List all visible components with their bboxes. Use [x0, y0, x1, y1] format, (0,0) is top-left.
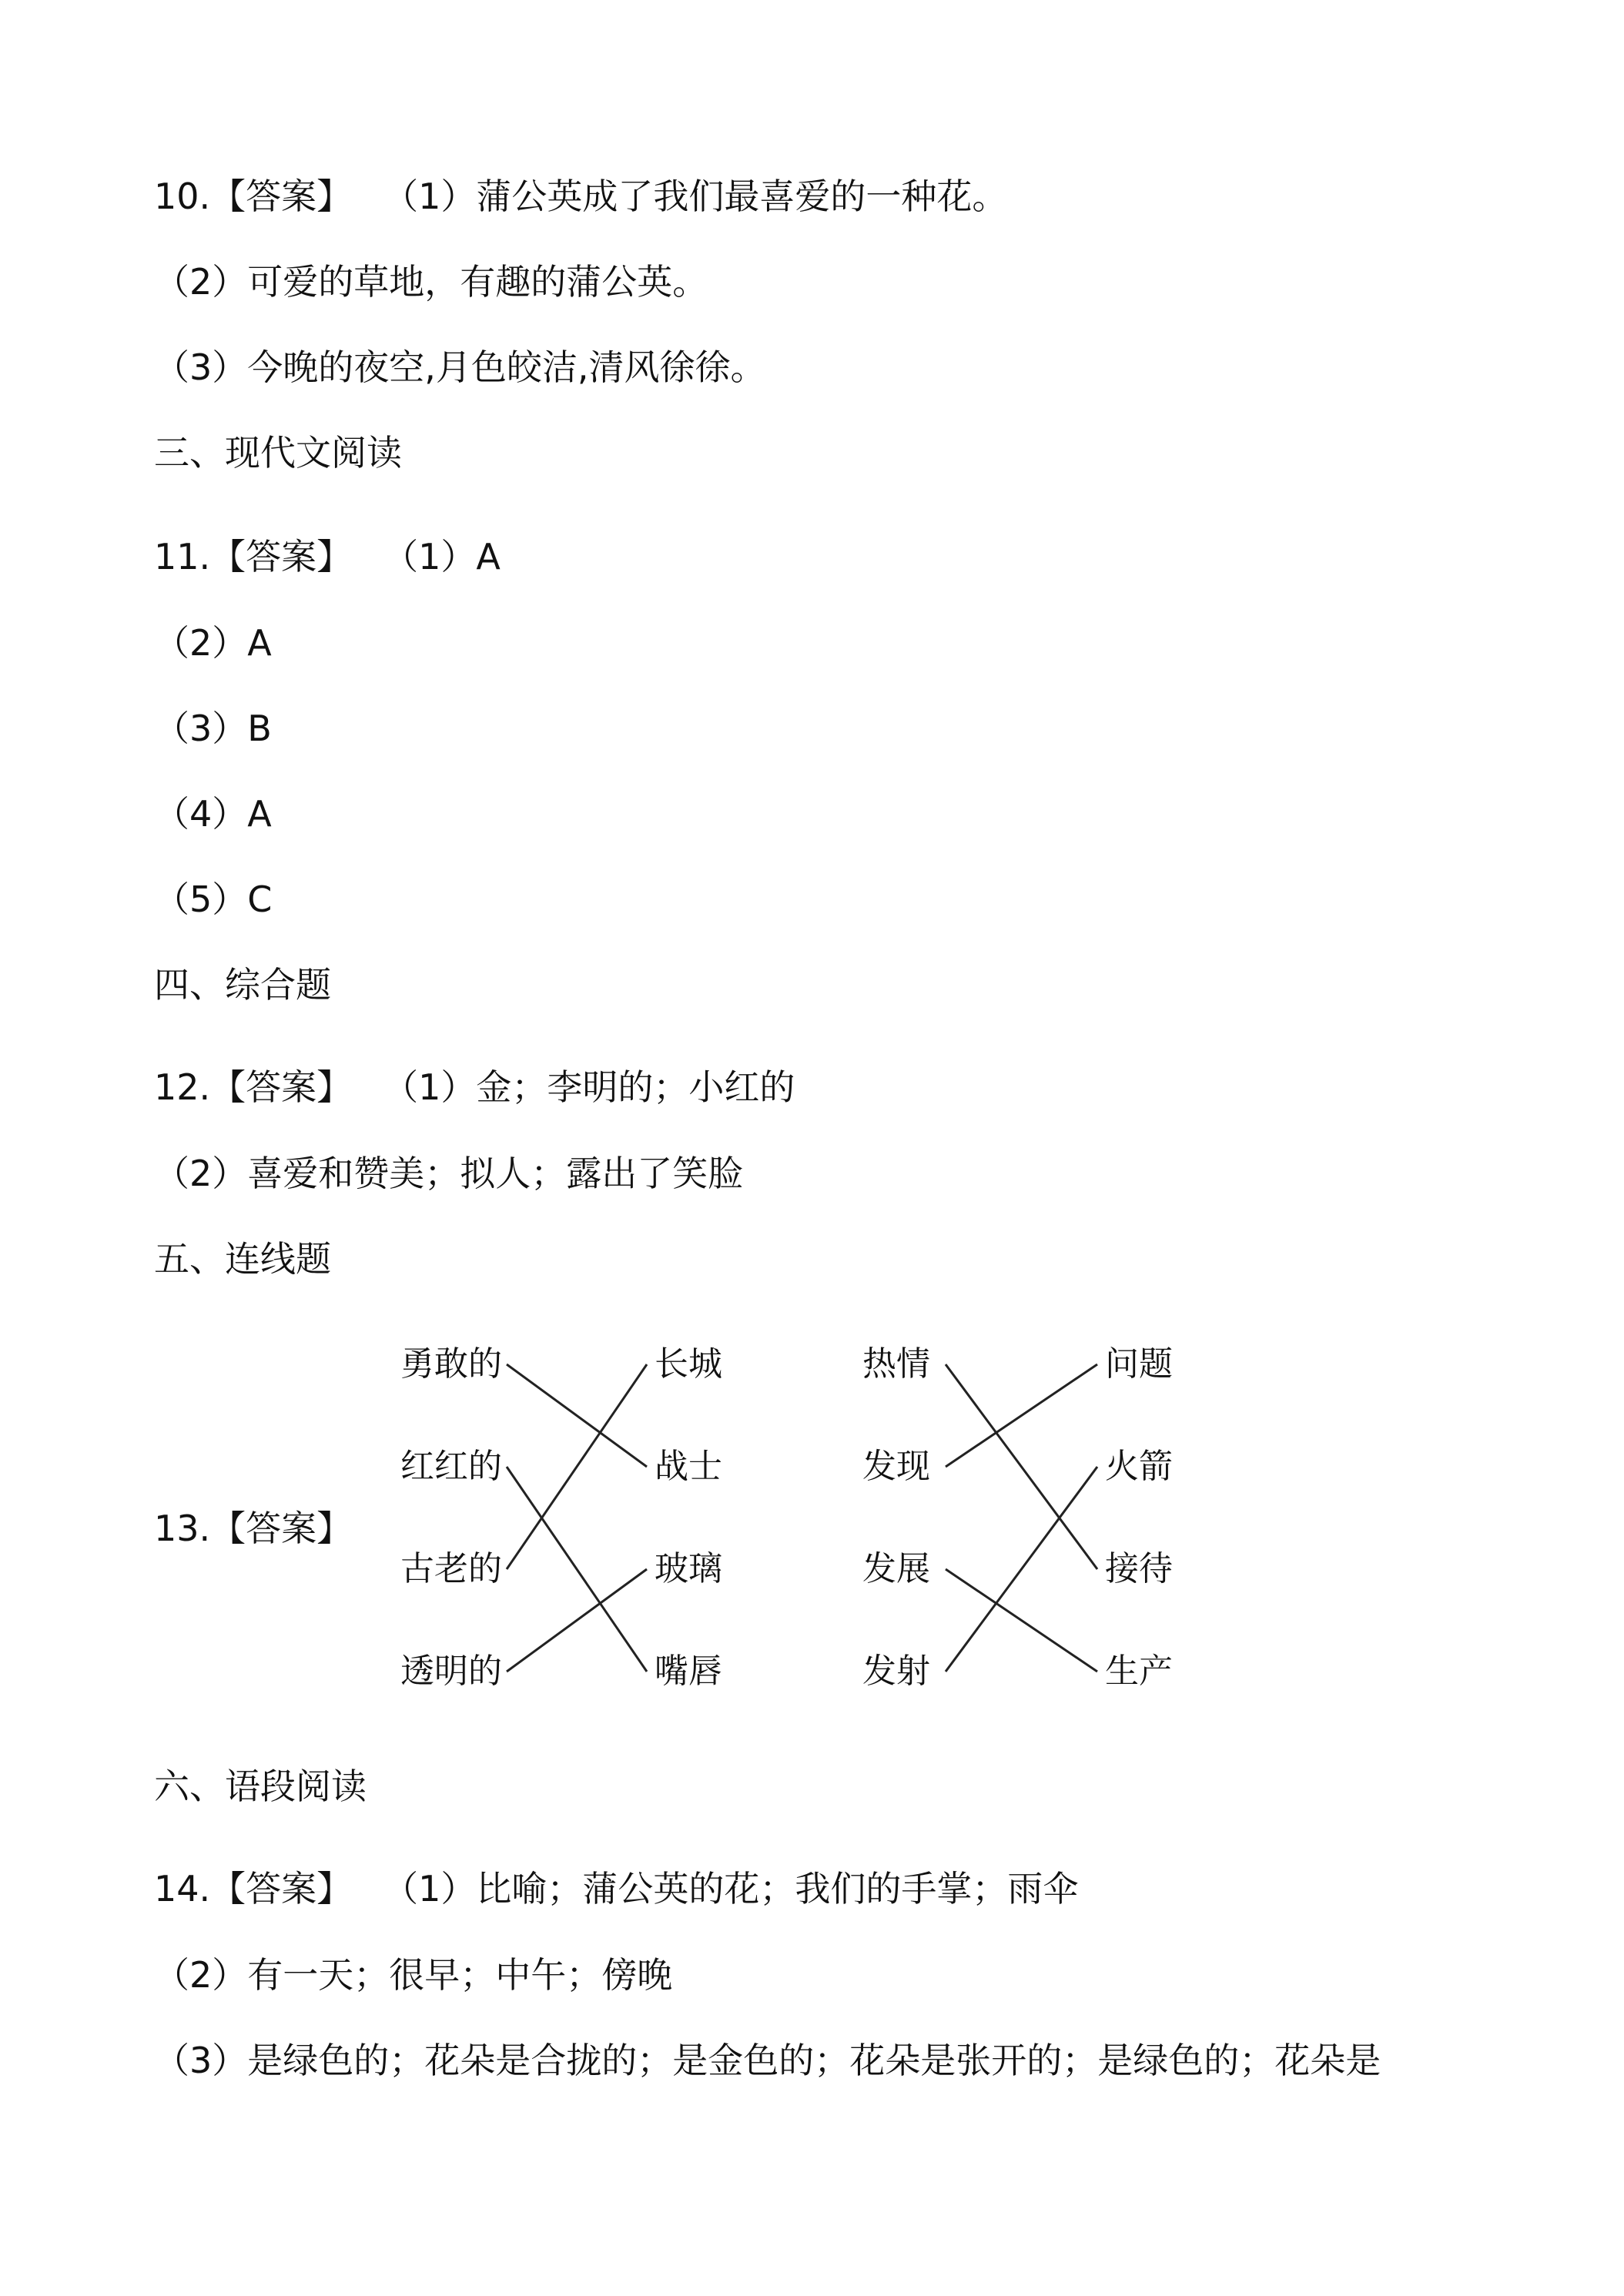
q14-answer-1: （1）比喻；蒲公英的花；我们的手掌；雨伞: [383, 1868, 1079, 1909]
g2-left-word: 发展: [862, 1549, 930, 1588]
q10-answer-lead: 10.【答案】: [154, 176, 353, 217]
g1-left-word: 透明的: [400, 1652, 502, 1691]
g1-left-word: 勇敢的: [400, 1344, 502, 1384]
g2-match-line: [946, 1364, 1097, 1569]
q11-answer-1: （1）A: [383, 536, 501, 577]
q11-answer-2: （2）A: [154, 622, 272, 664]
q11-answer-line-1: [154, 534, 501, 580]
g1-right-word: 玻璃: [655, 1549, 722, 1588]
q14-answer-lead: 14.【答案】: [154, 1868, 353, 1909]
section-5-heading: 五、连线题: [154, 1238, 331, 1280]
q10-answer-line-1: [154, 173, 1007, 219]
q14-answer-line-1: [154, 1866, 1078, 1912]
g1-match-line: [507, 1467, 647, 1672]
q11-answer-5: （5）C: [154, 879, 273, 920]
q10-answer-2: （2）可爱的草地，有趣的蒲公英。: [154, 261, 708, 303]
q14-answer-3: （3）是绿色的；花朵是合拢的；是金色的；花朵是张开的；是绿色的；花朵是: [154, 2040, 1381, 2081]
q11-answer-lead: 11.【答案】: [154, 536, 353, 577]
q12-answer-line-1: [154, 1064, 795, 1110]
section-6-heading: 六、语段阅读: [154, 1766, 367, 1807]
q12-answer-1: （1）金；李明的；小红的: [383, 1066, 795, 1108]
q12-answer-2: （2）喜爱和赞美；拟人；露出了笑脸: [154, 1153, 744, 1194]
q13-answer-lead: 13.【答案】: [154, 1508, 353, 1549]
g1-match-line: [507, 1569, 647, 1672]
g2-left-word: 发射: [862, 1652, 930, 1691]
section-4-heading: 四、综合题: [154, 964, 331, 1006]
q11-answer-4: （4）A: [154, 793, 272, 835]
g2-match-line: [946, 1467, 1097, 1672]
q10-answer-3: （3）今晚的夜空,月色皎洁,清风徐徐。: [154, 346, 766, 388]
matching-diagram: [385, 1324, 1232, 1725]
g2-right-word: 火箭: [1105, 1447, 1173, 1486]
g1-left-word: 古老的: [400, 1549, 502, 1588]
g1-match-line: [507, 1364, 647, 1467]
g2-left-word: 热情: [862, 1344, 930, 1384]
g2-right-word: 生产: [1105, 1652, 1173, 1691]
g2-match-line: [946, 1364, 1097, 1467]
q14-answer-2: （2）有一天；很早；中午；傍晚: [154, 1954, 673, 1996]
g1-right-word: 嘴唇: [655, 1652, 722, 1691]
g1-match-line: [507, 1364, 647, 1569]
g1-right-word: 长城: [655, 1344, 722, 1384]
g1-left-word: 红红的: [400, 1447, 502, 1486]
g1-right-word: 战士: [655, 1447, 722, 1486]
section-3-heading: 三、现代文阅读: [154, 432, 402, 474]
q11-answer-3: （3）B: [154, 708, 272, 749]
g2-match-line: [946, 1569, 1097, 1672]
g2-right-word: 问题: [1105, 1344, 1173, 1384]
q10-answer-1: （1）蒲公英成了我们最喜爱的一种花。: [383, 176, 1008, 217]
g2-right-word: 接待: [1105, 1549, 1173, 1588]
q12-answer-lead: 12.【答案】: [154, 1066, 353, 1108]
g2-left-word: 发现: [862, 1447, 930, 1486]
